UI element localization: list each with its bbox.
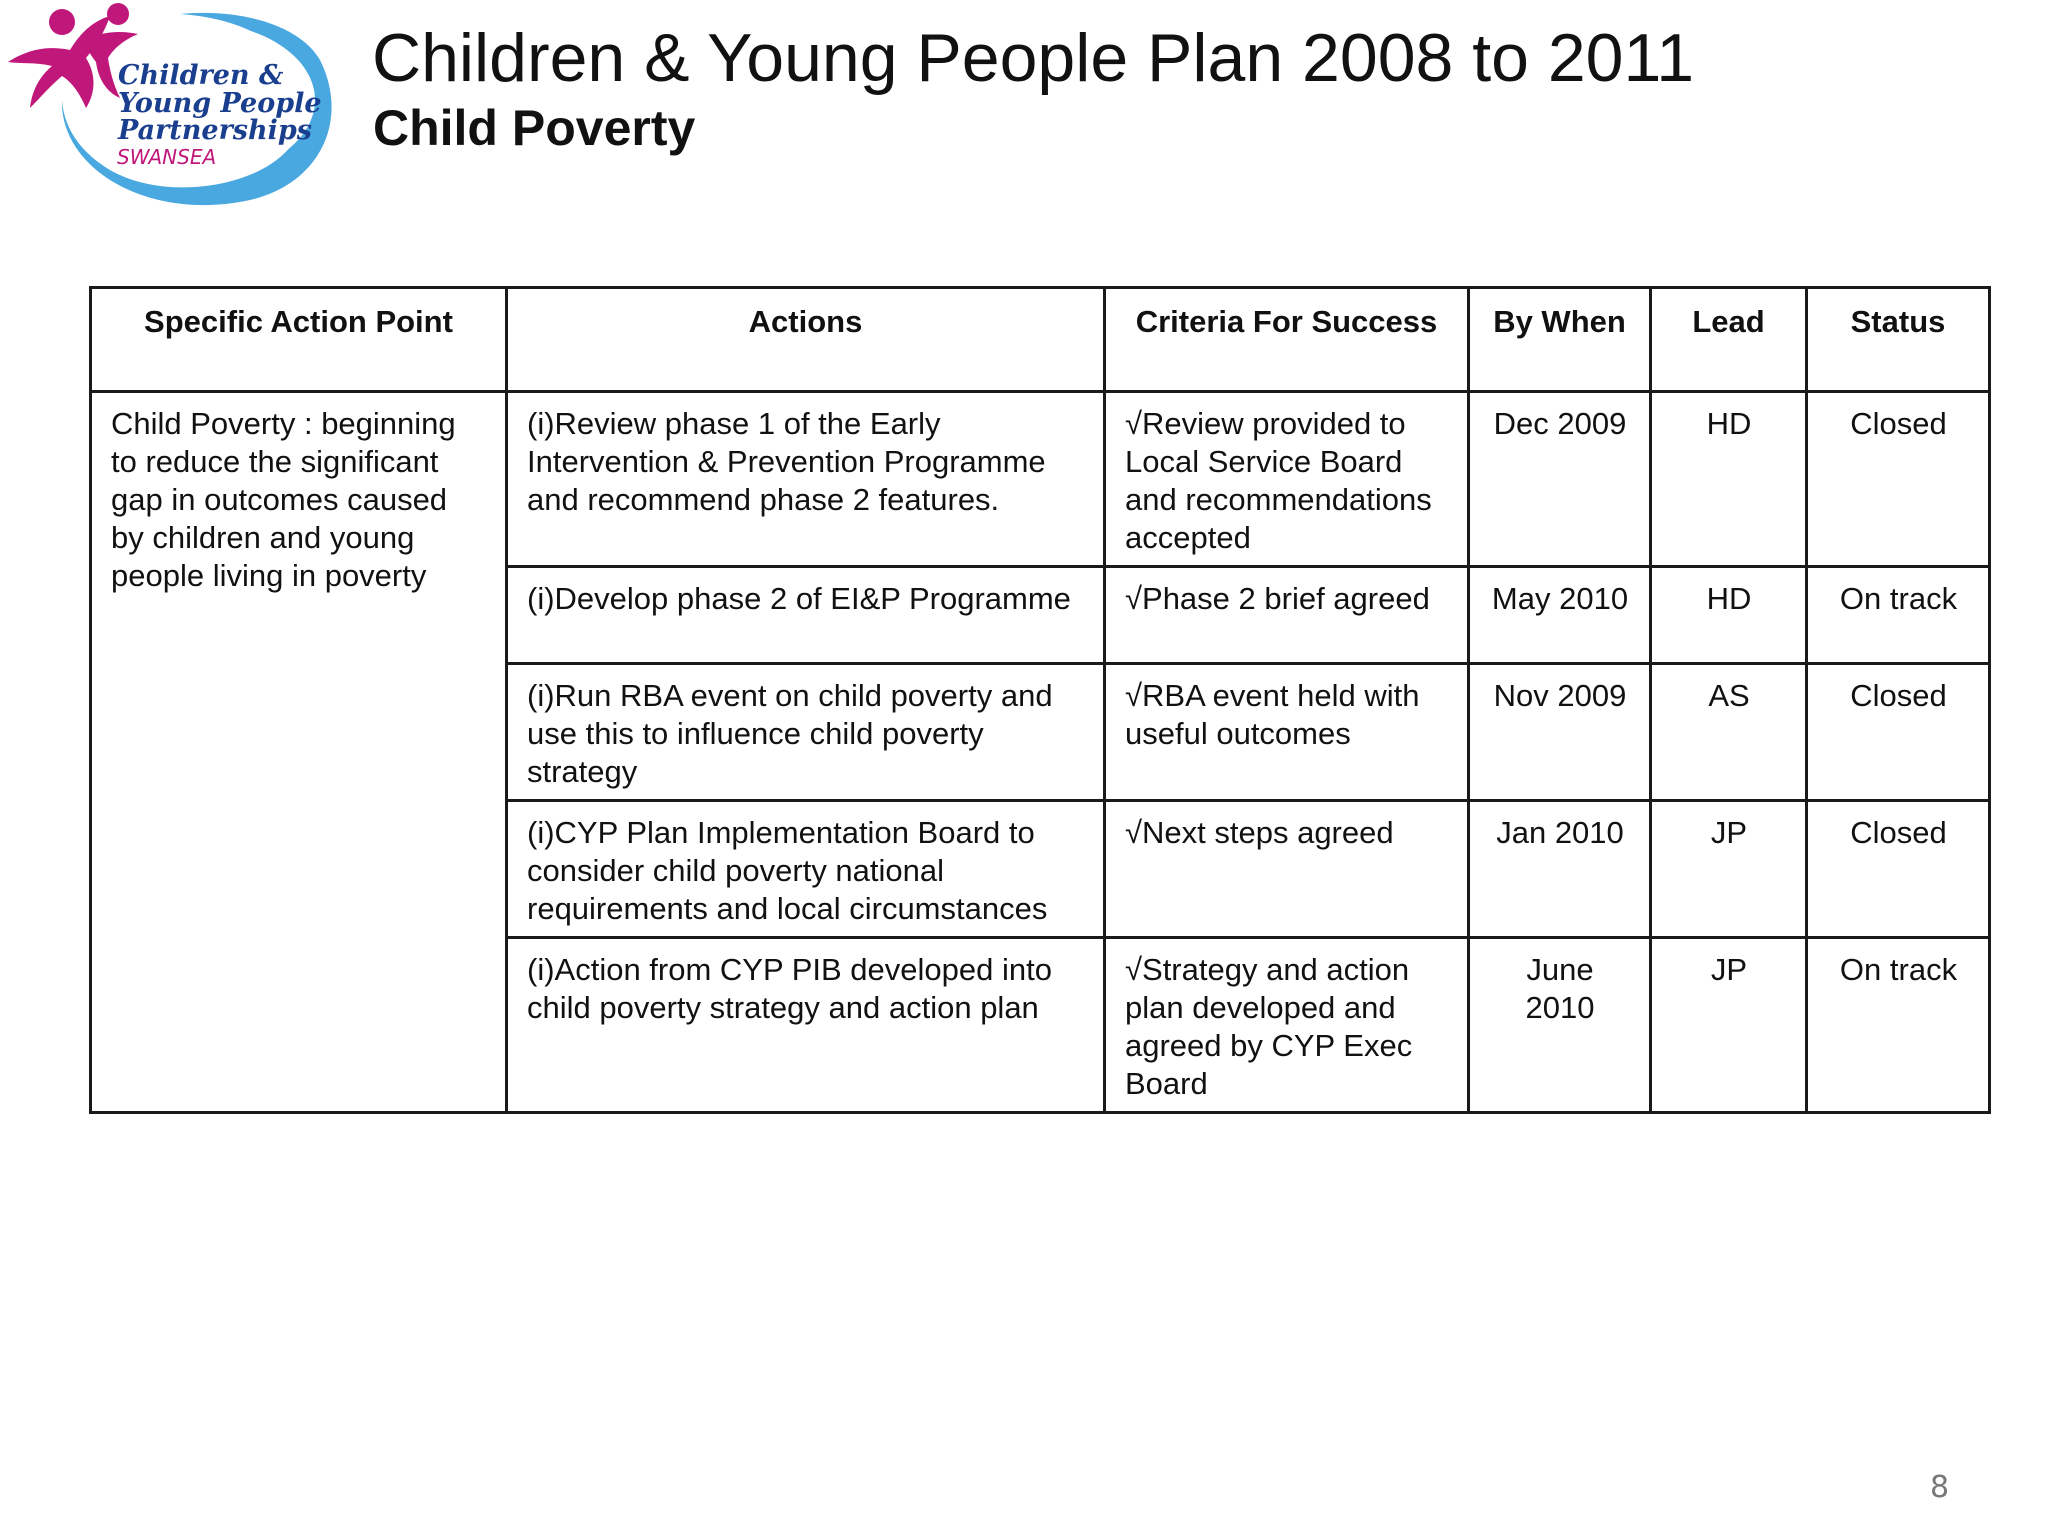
by-when-cell: June 2010 [1469,938,1651,1113]
lead-cell: AS [1651,664,1807,801]
status-cell: Closed [1807,392,1990,567]
by-when-cell: Nov 2009 [1469,664,1651,801]
logo-text-line2: Young People [118,88,322,119]
header-specific-action-point: Specific Action Point [91,288,507,392]
specific-action-point-cell: Child Poverty : beginning to reduce the significant gap in outcomes caused by children and young people living in poverty [91,392,507,1113]
status-cell: Closed [1807,801,1990,938]
status-cell: On track [1807,938,1990,1113]
lead-cell: HD [1651,392,1807,567]
header-actions: Actions [507,288,1105,392]
page-number: 8 [1930,1470,1950,1505]
lead-cell: HD [1651,567,1807,664]
action-cell: (i)Run RBA event on child poverty and use this to influence child poverty strategy [507,664,1105,801]
criteria-cell: √Next steps agreed [1105,801,1469,938]
header-row [91,288,1990,392]
table-row [91,392,1990,567]
header-by-when: By When [1469,288,1651,392]
slide-title: Children & Young People Plan 2008 to 2011 [372,20,1695,96]
criteria-cell: √RBA event held with useful outcomes [1105,664,1469,801]
criteria-cell: √Strategy and action plan developed and agreed by CYP Exec Board [1105,938,1469,1113]
by-when-cell: Dec 2009 [1469,392,1651,567]
header-criteria-for-success: Criteria For Success [1105,288,1469,392]
criteria-cell: √Review provided to Local Service Board and recommendations accepted [1105,392,1469,567]
action-cell: (i)CYP Plan Implementation Board to consider child poverty national requirements and local circumstances [507,801,1105,938]
children-young-people-partnerships-logo [0,0,345,215]
action-cell: (i)Action from CYP PIB developed into child poverty strategy and action plan [507,938,1105,1113]
header-status: Status [1807,288,1990,392]
logo-text-line4: SWANSEA [117,145,217,169]
action-cell: (i)Review phase 1 of the Early Intervention & Prevention Programme and recommend phase 2 features. [507,392,1105,567]
lead-cell: JP [1651,938,1807,1113]
action-cell: (i)Develop phase 2 of EI&P Programme [507,567,1105,664]
by-when-cell: Jan 2010 [1469,801,1651,938]
slide-subtitle: Child Poverty [373,100,696,156]
header-lead: Lead [1651,288,1807,392]
logo-text-line3: Partnerships [118,115,312,146]
action-plan-table [89,286,1991,1114]
logo-graphic [0,0,345,215]
criteria-cell: √Phase 2 brief agreed [1105,567,1469,664]
status-cell: On track [1807,567,1990,664]
logo-text-line1: Children & [118,60,284,91]
status-cell: Closed [1807,664,1990,801]
by-when-cell: May 2010 [1469,567,1651,664]
lead-cell: JP [1651,801,1807,938]
